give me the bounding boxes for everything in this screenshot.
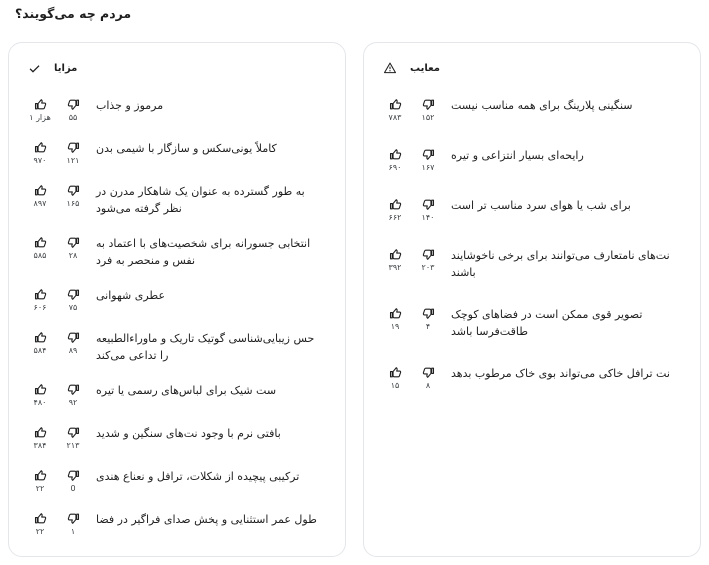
thumbs-up-icon — [389, 307, 402, 320]
thumbs-down-count: ۹۲ — [68, 398, 78, 407]
thumbs-down-count: ۲۰۳ — [421, 263, 435, 272]
pros-card-header — [28, 58, 326, 78]
thumbs-down-button[interactable] — [61, 383, 85, 407]
thumbs-down-count: ۸۹ — [68, 346, 78, 355]
thumbs-up-icon — [34, 331, 47, 344]
thumbs-up-count: ۵۸۵ — [33, 251, 47, 260]
thumbs-up-button[interactable] — [383, 307, 407, 331]
con-item-text: تصویر قوی ممکن است در فضاهای کوچک طاقت‌فرسا باشد — [451, 308, 643, 338]
con-item — [383, 307, 681, 340]
con-item — [383, 98, 681, 122]
thumbs-up-button[interactable] — [28, 141, 52, 165]
thumbs-down-icon — [67, 383, 80, 396]
thumbs-up-icon — [34, 236, 47, 249]
thumbs-up-icon — [389, 148, 402, 161]
thumbs-down-icon — [422, 366, 435, 379]
con-item — [383, 366, 681, 390]
thumbs-down-count: ۵۵ — [68, 113, 78, 122]
thumbs-down-count: ۸ — [425, 381, 431, 390]
thumbs-up-button[interactable] — [28, 288, 52, 312]
pros-card — [8, 42, 346, 557]
thumbs-down-icon — [67, 469, 80, 482]
thumbs-down-count: ۱ — [70, 527, 76, 536]
thumbs-down-icon — [422, 148, 435, 161]
thumbs-down-icon — [67, 288, 80, 301]
thumbs-up-icon — [34, 141, 47, 154]
thumbs-down-icon — [67, 512, 80, 525]
pro-item-text: انتخابی جسورانه برای شخصیت‌های با اعتماد به نفس و منحصر به فرد — [96, 237, 311, 267]
con-item-text: نت ترافل خاکی می‌تواند بوی خاک مرطوب بدهد — [451, 367, 670, 380]
thumbs-up-icon — [34, 184, 47, 197]
thumbs-down-button[interactable] — [416, 366, 440, 390]
thumbs-up-count: ۸۹۷ — [33, 199, 47, 208]
page-title: مردم چه می‌گویند؟ — [15, 6, 132, 21]
pro-item-text: بافتی نرم با وجود نت‌های سنگین و شدید — [96, 427, 281, 440]
thumbs-up-count: ۳۸۴ — [33, 441, 47, 450]
thumbs-up-icon — [34, 288, 47, 301]
thumbs-down-count: ۲۸ — [68, 251, 78, 260]
pro-item — [28, 236, 326, 269]
thumbs-up-count: ۷۸۳ — [388, 113, 402, 122]
thumbs-down-count: ۱۶۵ — [66, 199, 80, 208]
thumbs-down-icon — [422, 248, 435, 261]
thumbs-up-icon — [34, 512, 47, 525]
pro-item — [28, 141, 326, 165]
thumbs-up-icon — [389, 198, 402, 211]
pros-card-label: مزایا — [54, 62, 78, 74]
review-summary-cards — [8, 42, 701, 557]
thumbs-up-button[interactable] — [28, 426, 52, 450]
thumbs-up-icon — [389, 98, 402, 111]
thumbs-up-button[interactable] — [383, 366, 407, 390]
pro-item — [28, 288, 326, 312]
con-item-text: برای شب یا هوای سرد مناسب تر است — [451, 199, 631, 212]
thumbs-down-button[interactable] — [416, 198, 440, 222]
thumbs-down-button[interactable] — [416, 248, 440, 272]
thumbs-up-count: ۴۸۰ — [33, 398, 47, 407]
thumbs-down-button[interactable] — [416, 307, 440, 331]
pro-item-text: مرموز و جذاب — [96, 99, 164, 112]
pro-item-text: حس زیبایی‌شناسی گوتیک تاریک و ماوراءالطبیعه را تداعی می‌کند — [96, 332, 315, 362]
thumbs-up-button[interactable] — [28, 98, 52, 122]
pro-item-text: طول عمر استثنایی و پخش صدای فراگیر در فضا — [96, 513, 317, 526]
thumbs-down-button[interactable] — [416, 98, 440, 122]
cons-card-label: معایب — [410, 62, 440, 74]
thumbs-up-count: ۹۷۰ — [33, 156, 47, 165]
thumbs-up-icon — [389, 366, 402, 379]
thumbs-down-count: ۴ — [425, 322, 431, 331]
thumbs-up-count: ۶۹۰ — [388, 163, 402, 172]
thumbs-up-count: ۶۰۶ — [33, 303, 47, 312]
thumbs-up-button[interactable] — [383, 98, 407, 122]
thumbs-down-button[interactable] — [61, 288, 85, 312]
thumbs-up-icon — [34, 426, 47, 439]
thumbs-down-icon — [67, 141, 80, 154]
thumbs-down-count: ۱۲۱ — [66, 156, 80, 165]
checkmark-icon — [28, 62, 41, 75]
con-item-text: نت‌های نامتعارف می‌توانند برای برخی ناخوشایند باشند — [451, 249, 670, 279]
warning-triangle-icon — [383, 61, 397, 75]
thumbs-up-count: ۲۲ — [35, 484, 45, 493]
thumbs-up-button[interactable] — [383, 198, 407, 222]
pro-item-text: ست شیک برای لباس‌های رسمی یا تیره — [96, 384, 277, 397]
thumbs-up-button[interactable] — [28, 512, 52, 536]
thumbs-down-button[interactable] — [61, 141, 85, 165]
thumbs-down-button[interactable] — [416, 148, 440, 172]
con-item-text: رایحه‌ای بسیار انتزاعی و تیره — [451, 149, 584, 162]
thumbs-down-button[interactable] — [61, 184, 85, 208]
thumbs-up-count: ۱۵ — [390, 381, 400, 390]
pro-item — [28, 426, 326, 450]
thumbs-up-button[interactable] — [383, 148, 407, 172]
pro-item — [28, 469, 326, 493]
thumbs-up-count: ۲۲ — [35, 527, 45, 536]
thumbs-up-button[interactable] — [28, 383, 52, 407]
thumbs-down-button[interactable] — [61, 236, 85, 260]
thumbs-down-icon — [67, 331, 80, 344]
con-item — [383, 148, 681, 172]
thumbs-up-icon — [389, 248, 402, 261]
pro-item-text: عطری شهوانی — [96, 289, 166, 302]
thumbs-down-icon — [67, 184, 80, 197]
pro-item-text: به طور گسترده به عنوان یک شاهکار مدرن در نظر گرفته می‌شود — [96, 185, 305, 215]
pro-item — [28, 383, 326, 407]
thumbs-up-count: ۱۹ — [390, 322, 400, 331]
thumbs-down-icon — [422, 198, 435, 211]
thumbs-down-button[interactable] — [61, 331, 85, 355]
thumbs-down-count: ۷۵ — [68, 303, 78, 312]
pro-item-text: کاملاً یونی‌سکس و سازگار با شیمی بدن — [96, 142, 277, 155]
thumbs-up-button[interactable] — [28, 184, 52, 208]
thumbs-down-icon — [67, 98, 80, 111]
thumbs-down-button[interactable] — [61, 512, 85, 536]
thumbs-up-icon — [34, 469, 47, 482]
thumbs-down-button[interactable] — [61, 98, 85, 122]
thumbs-down-icon — [422, 307, 435, 320]
thumbs-down-icon — [67, 426, 80, 439]
thumbs-down-button[interactable] — [61, 469, 85, 493]
thumbs-down-count: ۲۱۳ — [66, 441, 80, 450]
thumbs-up-icon — [34, 98, 47, 111]
cons-card-header — [383, 58, 681, 78]
thumbs-down-button[interactable] — [61, 426, 85, 450]
con-item — [383, 198, 681, 222]
thumbs-down-count: 0 — [70, 484, 76, 493]
thumbs-up-count: ۳۹۲ — [388, 263, 402, 272]
pro-item-text: ترکیبی پیچیده از شکلات، ترافل و نعناع هندی — [96, 470, 300, 483]
thumbs-up-button[interactable] — [28, 469, 52, 493]
pro-item — [28, 512, 326, 536]
thumbs-down-count: ۱۶۷ — [421, 163, 435, 172]
thumbs-up-count: ۵۸۴ — [33, 346, 47, 355]
thumbs-down-icon — [67, 236, 80, 249]
thumbs-up-button[interactable] — [383, 248, 407, 272]
pro-item — [28, 331, 326, 364]
con-item-text: سنگینی پلارینگ برای همه مناسب نیست — [451, 99, 633, 112]
thumbs-down-count: ۱۵۲ — [421, 113, 435, 122]
thumbs-down-count: ۱۴۰ — [421, 213, 435, 222]
thumbs-up-icon — [34, 383, 47, 396]
thumbs-up-button[interactable] — [28, 331, 52, 355]
thumbs-down-icon — [422, 98, 435, 111]
cons-card — [363, 42, 701, 557]
thumbs-up-count: ۶۶۲ — [388, 213, 402, 222]
thumbs-up-count: ۱ هزار — [29, 113, 51, 122]
con-item — [383, 248, 681, 281]
pro-item — [28, 98, 326, 122]
thumbs-up-button[interactable] — [28, 236, 52, 260]
pro-item — [28, 184, 326, 217]
